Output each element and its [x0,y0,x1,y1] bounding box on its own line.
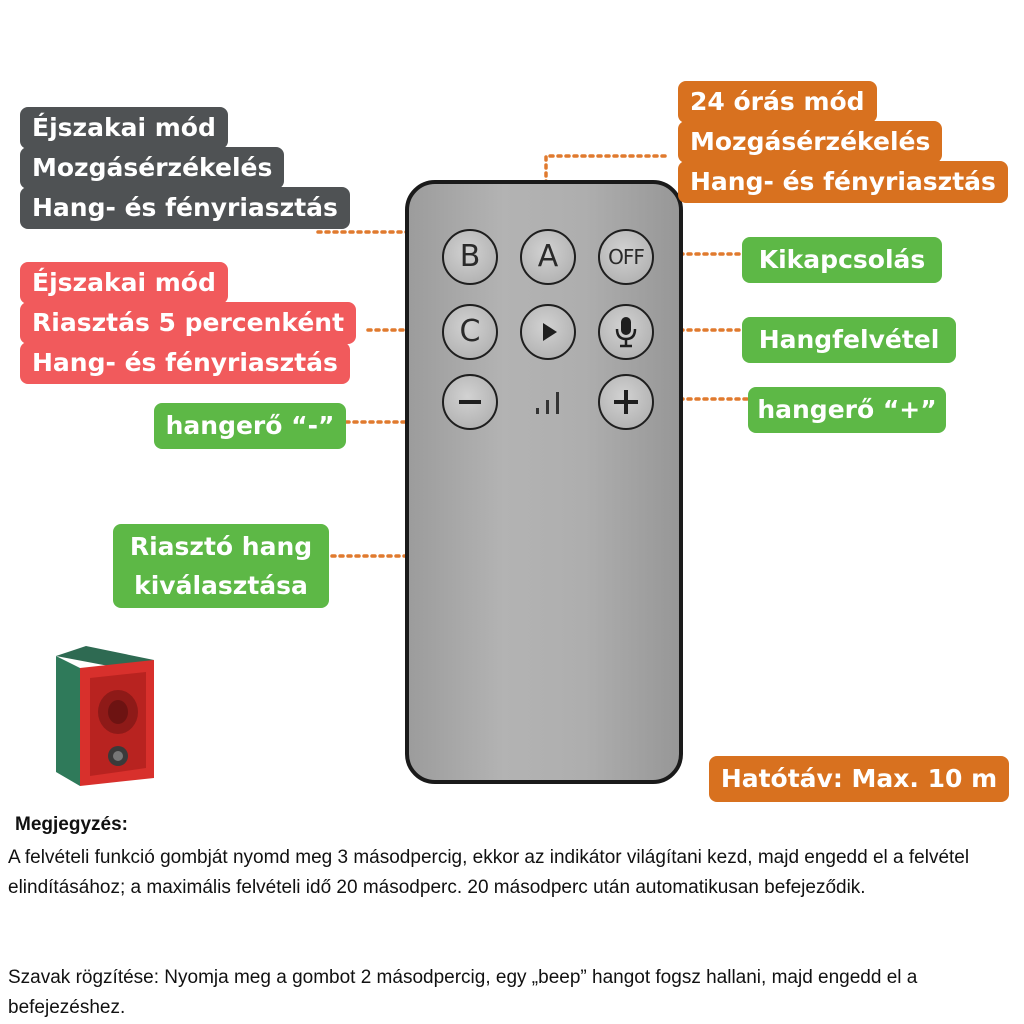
label-volume-down: hangerő “-” [154,403,346,449]
button-volume-up[interactable] [598,374,654,430]
label-c-line2: Riasztás 5 percenként [20,302,356,344]
button-c[interactable]: C [442,304,498,360]
button-play[interactable] [520,304,576,360]
label-c-line3: Hang- és fényriasztás [20,342,350,384]
label-b-line1: Éjszakai mód [20,107,228,149]
remote-control [405,180,683,784]
button-volume-down[interactable] [442,374,498,430]
play-icon [536,320,560,344]
microphone-icon [613,315,639,349]
label-a-line2: Mozgásérzékelés [678,121,942,163]
note-paragraph-2: Szavak rögzítése: Nyomja meg a gombot 2 másodpercig, egy „beep” hangot fogsz hallani, majd engedd el a befejezéshez. [8,967,918,1018]
label-alarm-line1: Riasztó hang [129,532,313,561]
siren-device-image [50,640,162,790]
button-record[interactable] [598,304,654,360]
range-badge: Hatótáv: Max. 10 m [709,756,1009,802]
label-alarm-line2: kiválasztása [134,571,308,600]
label-c-line1: Éjszakai mód [20,262,228,304]
button-a[interactable]: A [520,229,576,285]
note-title: Megjegyzés: [15,814,128,835]
button-off[interactable]: OFF [598,229,654,285]
note-paragraph-1: A felvételi funkció gombját nyomd meg 3 másodpercig, ekkor az indikátor világítani kezd, majd engedd el a felvétel elindításához; a maximális felvételi idő 20 másodperc. 20 másodperc után automatikusan befejeződik. [8,847,970,898]
label-alarm-sound [113,524,329,608]
label-a-line3: Hang- és fényriasztás [678,161,1008,203]
label-a-line1: 24 órás mód [678,81,877,123]
minus-icon [456,388,484,416]
button-b[interactable]: B [442,229,498,285]
signal-icon [534,390,564,416]
label-record: Hangfelvétel [742,317,956,363]
label-b-line2: Mozgásérzékelés [20,147,284,189]
label-off: Kikapcsolás [742,237,942,283]
label-volume-up: hangerő “+” [748,387,946,433]
plus-icon [611,387,641,417]
label-b-line3: Hang- és fényriasztás [20,187,350,229]
